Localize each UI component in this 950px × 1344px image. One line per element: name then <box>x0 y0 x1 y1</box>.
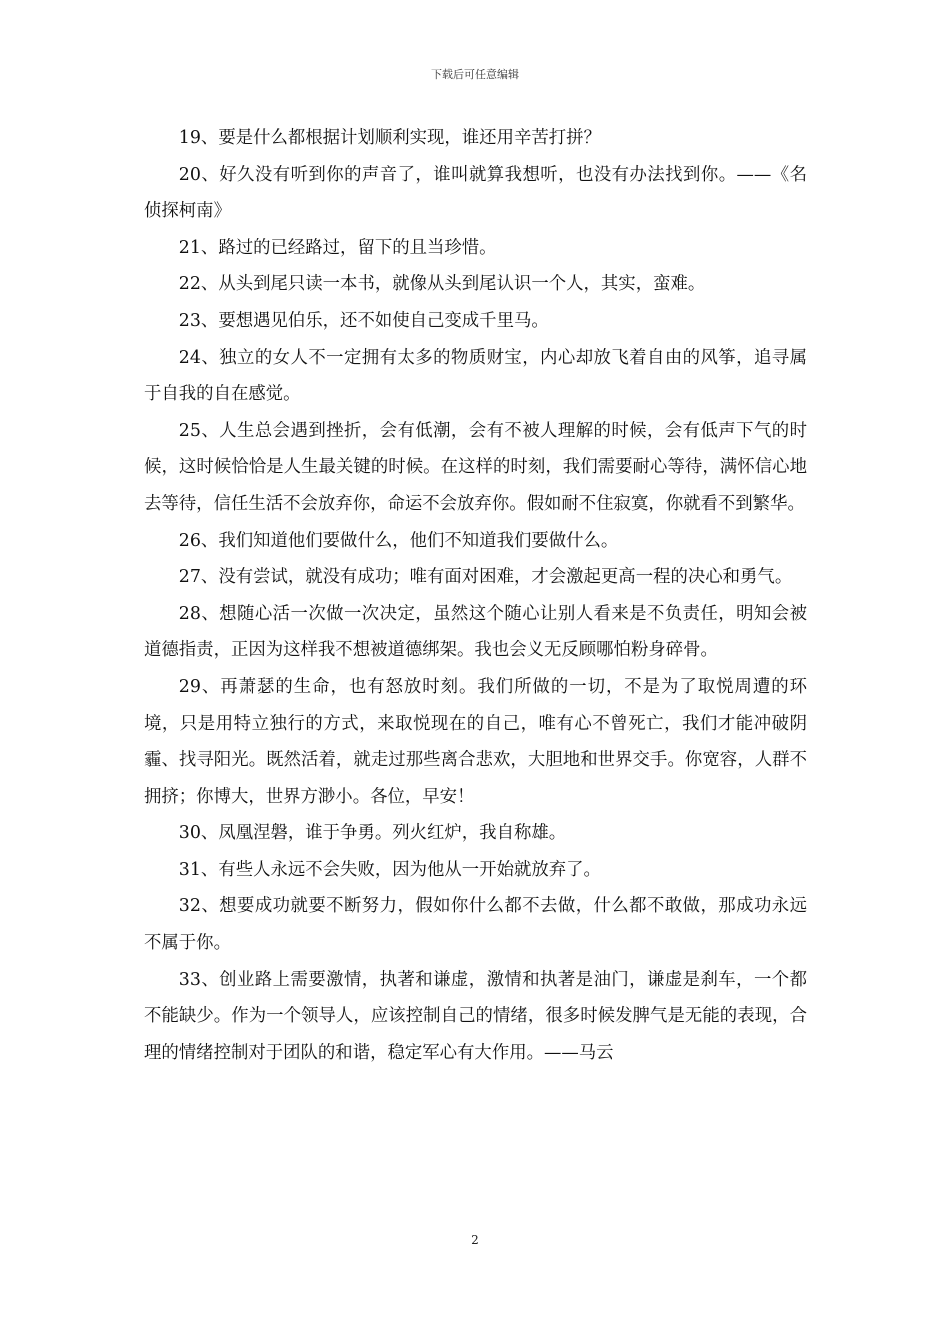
paragraph-22: 22、从头到尾只读一本书，就像从头到尾认识一个人，其实，蛮难。 <box>178 274 706 295</box>
paragraph-19: 19、要是什么都根据计划顺利实现，谁还用辛苦打拼？ <box>178 128 601 148</box>
paragraph-29: 29、再萧瑟的生命，也有怒放时刻。我们所做的一切，不是为了取悦周遭的环境，只是用特立独行的方式，来取悦现在的自己，唯有心不曾死亡，我们才能冲破阴霾、找寻阳光。既然活着，就走过那些离合悲欢，大胆地和世界交手。你宽容，人群不拥挤；你博大，世界方渺小。各位，早安！ <box>144 676 807 807</box>
page-number: 2 <box>471 1233 479 1247</box>
paragraph-33: 33、创业路上需要激情，执著和谦虚，激情和执著是油门，谦虚是刹车，一个都不能缺少。作为一个领导人，应该控制自己的情绪，很多时候发脾气是无能的表现，合理的情绪控制对于团队的和谐，稳定军心有大作用。——马云 <box>144 969 807 1063</box>
paragraph-31: 31、有些人永远不会失败，因为他从一开始就放弃了。 <box>178 859 601 880</box>
paragraph-23: 23、要想遇见伯乐，还不如使自己变成千里马。 <box>178 310 549 331</box>
page-header: 下载后可任意编辑 <box>431 68 519 81</box>
document-body <box>144 120 807 1071</box>
paragraph-27: 27、没有尝试，就没有成功；唯有面对困难，才会激起更高一程的决心和勇气。 <box>178 567 793 588</box>
paragraph-25: 25、人生总会遇到挫折，会有低潮，会有不被人理解的时候，会有低声下气的时候，这时候恰恰是人生最关键的时候。在这样的时刻，我们需要耐心等待，满怀信心地去等待，信任生活不会放弃你，命运不会放弃你。假如耐不住寂寞，你就看不到繁华。 <box>144 420 807 514</box>
paragraph-26: 26、我们知道他们要做什么，他们不知道我们要做什么。 <box>178 530 619 551</box>
paragraph-30: 30、凤凰涅磐，谁于争勇。列火红炉，我自称雄。 <box>178 823 567 844</box>
paragraph-28: 28、想随心活一次做一次决定，虽然这个随心让别人看来是不负责任，明知会被道德指责，正因为这样我不想被道德绑架。我也会义无反顾哪怕粉身碎骨。 <box>144 603 807 661</box>
paragraph-21: 21、路过的已经路过，留下的且当珍惜。 <box>178 237 497 258</box>
paragraph-32: 32、想要成功就要不断努力，假如你什么都不去做，什么都不敢做，那成功永远不属于你。 <box>144 896 807 954</box>
paragraph-20: 20、好久没有听到你的声音了，谁叫就算我想听，也没有办法找到你。——《名侦探柯南》 <box>144 164 807 222</box>
paragraph-24: 24、独立的女人不一定拥有太多的物质财宝，内心却放飞着自由的风筝，追寻属于自我的自在感觉。 <box>144 347 807 405</box>
